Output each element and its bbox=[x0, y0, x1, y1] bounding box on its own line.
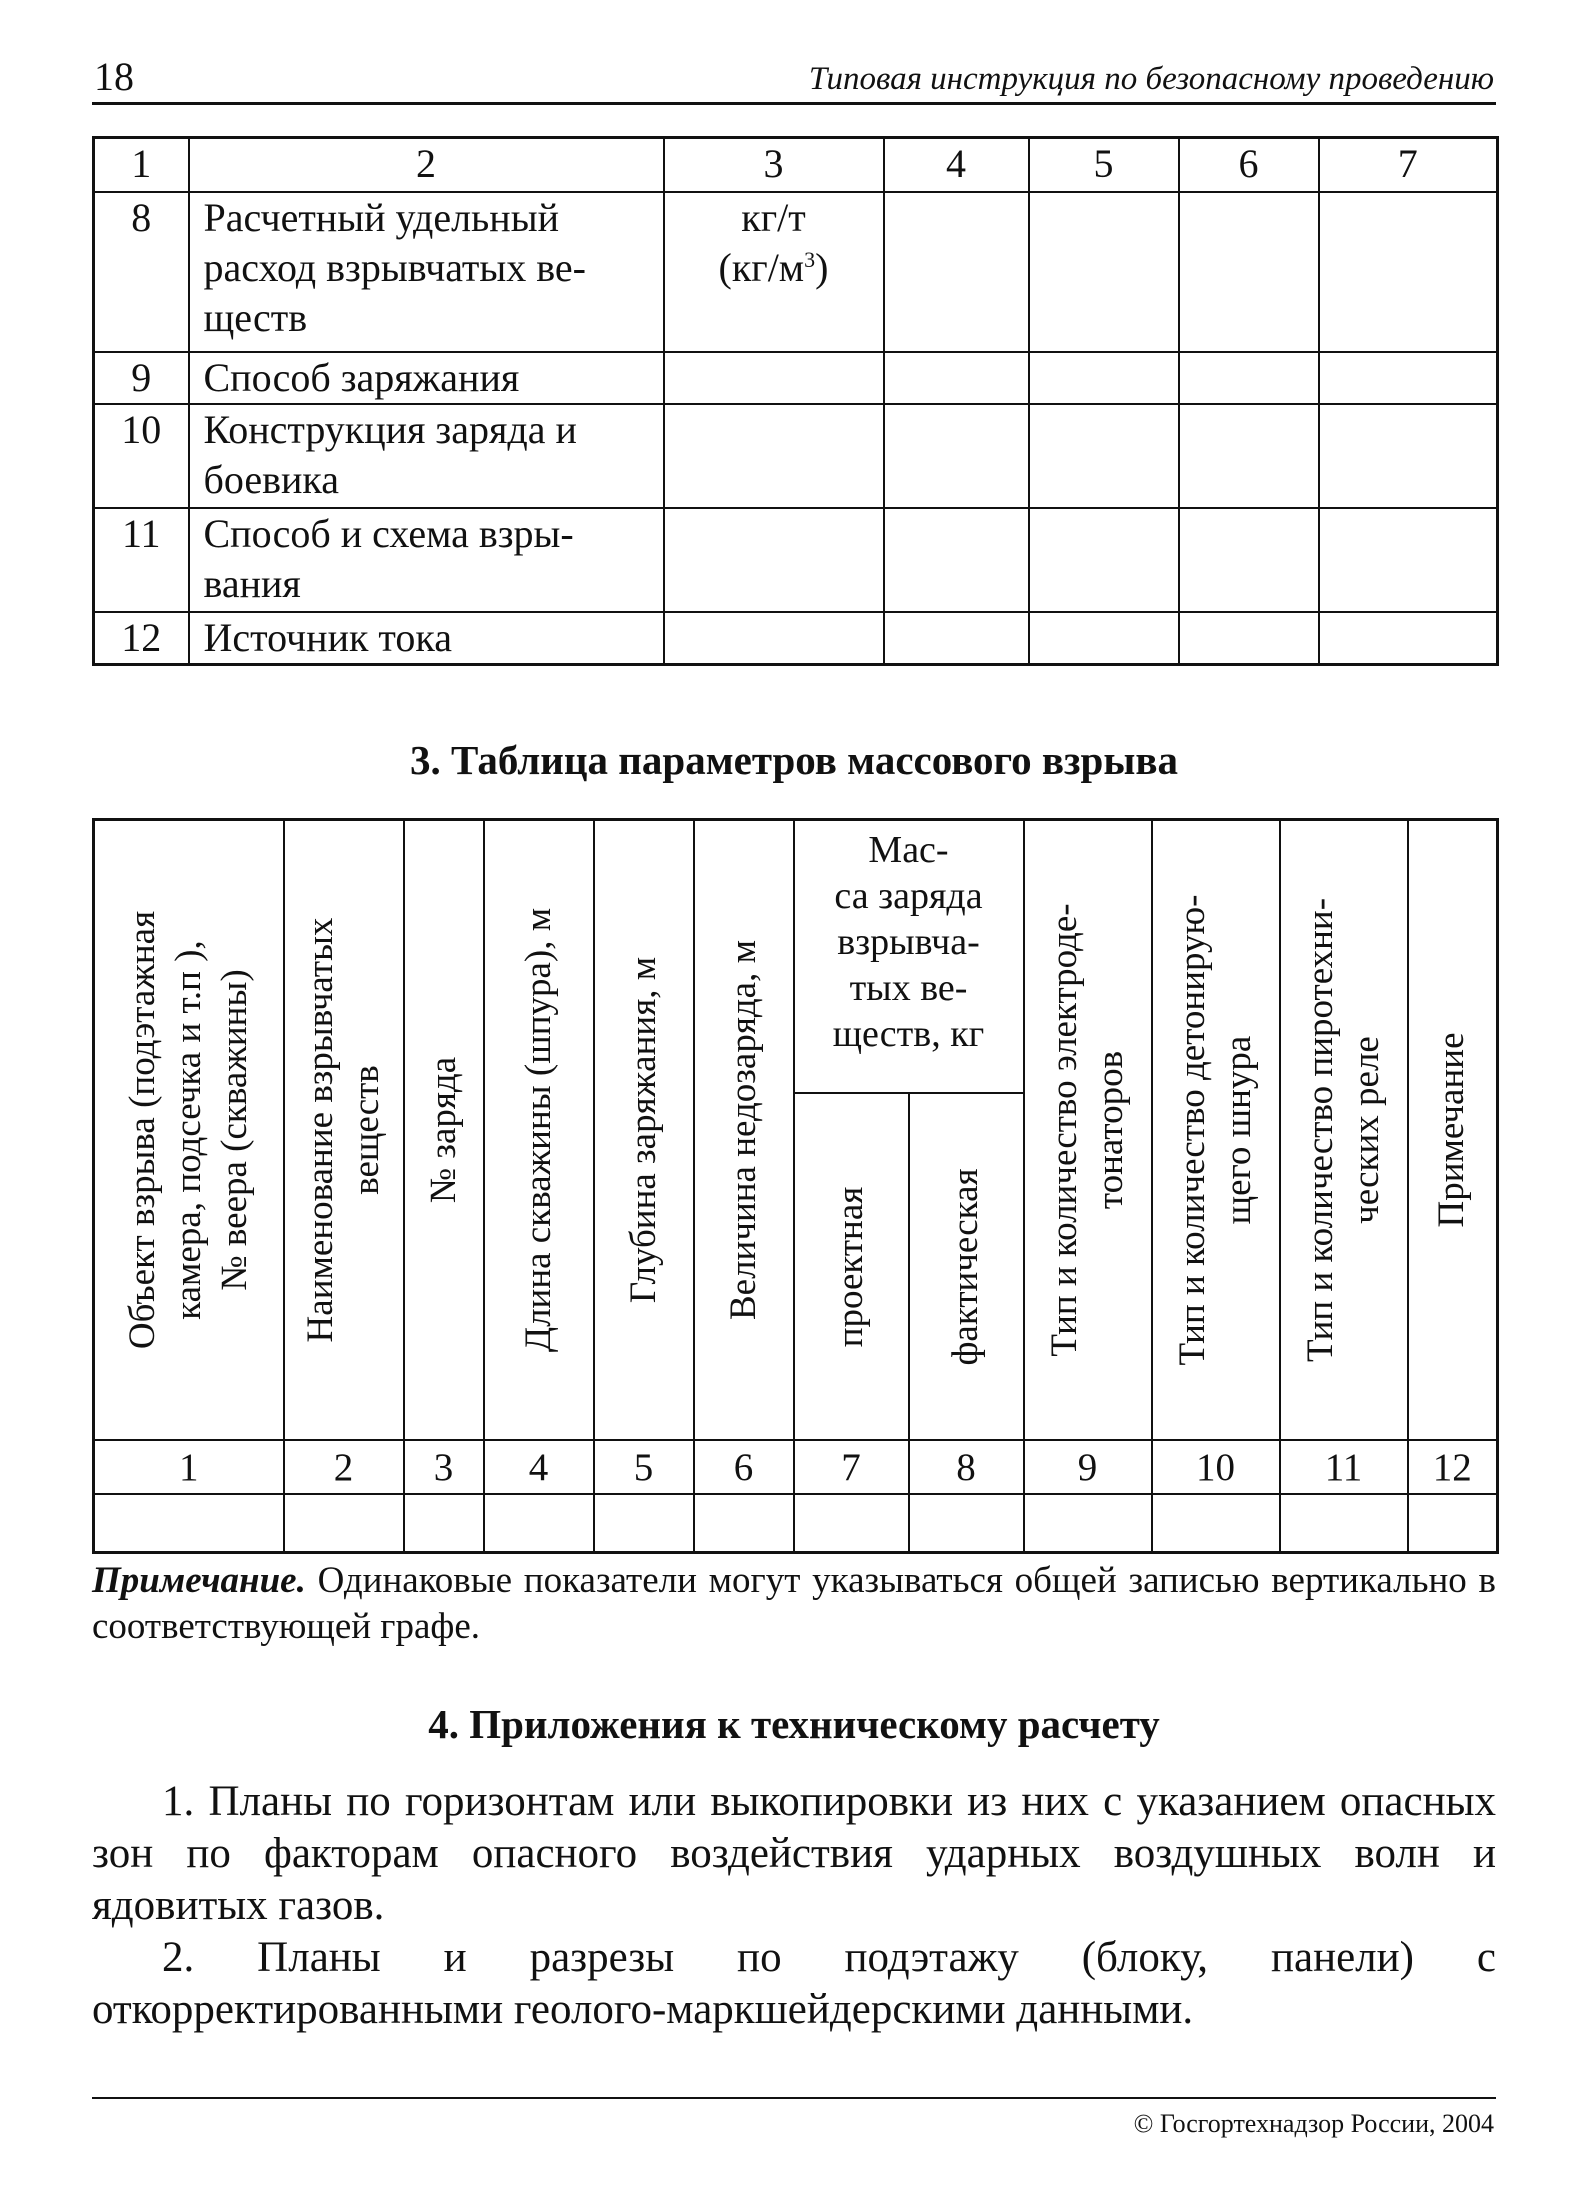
empty-cell bbox=[1319, 508, 1498, 612]
col-number: 5 bbox=[1029, 138, 1179, 193]
empty-cell bbox=[884, 352, 1029, 404]
col-number: 9 bbox=[1024, 1440, 1152, 1494]
row-label bbox=[189, 352, 664, 404]
row-number: 9 bbox=[94, 352, 189, 404]
header-line: Тип и количество детонирую- bbox=[1171, 894, 1213, 1366]
row-number: 11 bbox=[94, 508, 189, 612]
copyright: © Госгортехнадзор России, 2004 bbox=[1133, 2109, 1494, 2138]
row-label-line: вания bbox=[203, 561, 301, 606]
empty-cell bbox=[1152, 1494, 1280, 1553]
col-number: 1 bbox=[94, 138, 189, 193]
table-row bbox=[94, 508, 1498, 612]
row-label-line: Конструкция заряда и bbox=[203, 407, 577, 452]
header-label bbox=[1429, 1033, 1475, 1228]
empty-cell bbox=[664, 508, 884, 612]
col-number: 3 bbox=[664, 138, 884, 193]
col-number: 4 bbox=[884, 138, 1029, 193]
table-row bbox=[94, 192, 1498, 352]
header-line: веществ bbox=[345, 1065, 387, 1195]
page-footer bbox=[92, 2097, 1496, 2138]
col-number: 5 bbox=[594, 1440, 694, 1494]
header-line: щего шнура bbox=[1217, 1035, 1259, 1225]
header-line: Наименование взрывчатых bbox=[299, 917, 341, 1343]
empty-cell bbox=[884, 612, 1029, 665]
header-label bbox=[1042, 903, 1134, 1356]
row-label-line: Расчетный удельный bbox=[203, 195, 559, 240]
col-number: 4 bbox=[484, 1440, 594, 1494]
empty-cell bbox=[1319, 612, 1498, 665]
header-label bbox=[621, 957, 667, 1303]
row-label-line: расход взрывчатых ве- bbox=[203, 245, 586, 290]
empty-cell bbox=[884, 192, 1029, 352]
header-line: проектная bbox=[830, 1186, 871, 1347]
row-unit bbox=[664, 192, 884, 352]
header-line: Объект взрыва (подэтажная bbox=[121, 910, 163, 1350]
header-label bbox=[943, 1168, 989, 1365]
header-line: Мас- bbox=[868, 829, 949, 871]
mass-blast-parameters-table bbox=[92, 818, 1499, 1554]
col-number: 11 bbox=[1280, 1440, 1408, 1494]
header-label bbox=[721, 940, 767, 1320]
page-number: 18 bbox=[94, 54, 134, 99]
row-number: 10 bbox=[94, 404, 189, 508]
empty-cell bbox=[594, 1494, 694, 1553]
paragraph-1: 1. Планы по горизонтам или выкопировки из них с указанием опасных зон по факторам опасного воздействия ударных воздушных волн и ядовитых газов. bbox=[92, 1778, 1496, 1929]
page-header bbox=[92, 54, 1496, 105]
row-number: 12 bbox=[94, 612, 189, 665]
empty-cell bbox=[664, 352, 884, 404]
empty-cell bbox=[1179, 612, 1319, 665]
header-charging-depth bbox=[594, 820, 694, 1441]
empty-cell bbox=[404, 1494, 484, 1553]
calculation-table-continuation bbox=[92, 136, 1499, 666]
paragraph-2: 2. Планы и разрезы по подэтажу (блоку, панели) с откорректированными геолого-маркшейдерскими данными. bbox=[92, 1934, 1496, 2033]
header-label bbox=[1298, 898, 1390, 1362]
row-number: 8 bbox=[94, 192, 189, 352]
col-number: 8 bbox=[909, 1440, 1024, 1494]
empty-cell bbox=[284, 1494, 404, 1553]
header-line: взрывча- bbox=[837, 921, 980, 963]
row-label bbox=[189, 612, 664, 665]
header-detonating-cord bbox=[1152, 820, 1280, 1441]
empty-cell bbox=[1179, 404, 1319, 508]
row-label-line: Способ заряжания bbox=[203, 355, 520, 400]
header-line: са заряда bbox=[834, 875, 983, 917]
row-label-line: Способ и схема взры- bbox=[203, 511, 574, 556]
col-number: 12 bbox=[1408, 1440, 1498, 1494]
section-3-title: 3. Таблица параметров массового взрыва bbox=[410, 737, 1178, 783]
row-label-line: Источник тока bbox=[203, 615, 452, 660]
note-text: Одинаковые показатели могут указываться общей записью вертикально в соответствующей графе. bbox=[92, 1560, 1496, 1647]
empty-cell bbox=[1179, 192, 1319, 352]
header-row bbox=[94, 820, 1498, 1094]
header-line: № заряда bbox=[422, 1056, 464, 1204]
col-number: 6 bbox=[694, 1440, 794, 1494]
col-number: 10 bbox=[1152, 1440, 1280, 1494]
empty-cell bbox=[1319, 404, 1498, 508]
note-lead: Примечание. bbox=[92, 1560, 306, 1601]
row-label-line: боевика bbox=[203, 457, 339, 502]
section-4-title: 4. Приложения к техническому расчету bbox=[428, 1701, 1160, 1747]
header-charge-mass bbox=[794, 820, 1024, 1094]
header-pyrotechnic-relays bbox=[1280, 820, 1408, 1441]
header-charge-number bbox=[404, 820, 484, 1441]
running-title: Типовая инструкция по безопасному проведению bbox=[808, 61, 1494, 97]
empty-cell bbox=[1179, 508, 1319, 612]
empty-data-row bbox=[94, 1494, 1498, 1553]
header-line: тонаторов bbox=[1089, 1050, 1131, 1210]
col-number: 2 bbox=[284, 1440, 404, 1494]
header-line: Величина недозаряда, м bbox=[722, 939, 764, 1321]
header-line: Длина скважины (шпура), м bbox=[517, 907, 559, 1353]
row-label bbox=[189, 192, 664, 352]
header-line: ческих реле bbox=[1345, 1036, 1387, 1224]
empty-cell bbox=[1029, 404, 1179, 508]
header-detonators bbox=[1024, 820, 1152, 1441]
col-number: 7 bbox=[794, 1440, 909, 1494]
header-line: Тип и количество электроде- bbox=[1043, 903, 1085, 1357]
table-row bbox=[94, 612, 1498, 665]
header-label bbox=[516, 908, 562, 1352]
empty-cell bbox=[1179, 352, 1319, 404]
header-note bbox=[1408, 820, 1498, 1441]
col-number: 3 bbox=[404, 1440, 484, 1494]
header-label bbox=[298, 918, 390, 1343]
header-line: тых ве- bbox=[849, 967, 968, 1009]
col-number: 6 bbox=[1179, 138, 1319, 193]
empty-cell bbox=[664, 404, 884, 508]
table-row bbox=[94, 404, 1498, 508]
header-label bbox=[1170, 895, 1262, 1366]
header-line: ществ, кг bbox=[832, 1013, 985, 1055]
empty-cell bbox=[1280, 1494, 1408, 1553]
empty-cell bbox=[1319, 192, 1498, 352]
column-number-row bbox=[94, 138, 1498, 193]
empty-cell bbox=[884, 508, 1029, 612]
header-line: Глубина заряжания, м bbox=[622, 956, 664, 1304]
header-undercharge bbox=[694, 820, 794, 1441]
table-note bbox=[92, 1558, 1496, 1650]
header-design-mass bbox=[794, 1093, 909, 1440]
header-line: камера, подсечка и т.п ), bbox=[167, 940, 209, 1320]
empty-cell bbox=[884, 404, 1029, 508]
unit-line bbox=[665, 243, 883, 293]
row-label bbox=[189, 404, 664, 508]
header-line: Тип и количество пиротехни- bbox=[1299, 897, 1341, 1363]
table-row bbox=[94, 352, 1498, 404]
empty-cell bbox=[1029, 192, 1179, 352]
col-number: 7 bbox=[1319, 138, 1498, 193]
empty-cell bbox=[694, 1494, 794, 1553]
empty-cell bbox=[1024, 1494, 1152, 1553]
header-line: Примечание bbox=[1431, 1032, 1473, 1228]
col-number: 1 bbox=[94, 1440, 284, 1494]
col-number: 2 bbox=[189, 138, 664, 193]
empty-cell bbox=[1029, 612, 1179, 665]
empty-cell bbox=[94, 1494, 284, 1553]
row-label bbox=[189, 508, 664, 612]
unit-superscript: 3 bbox=[804, 247, 816, 272]
header-borehole-length bbox=[484, 820, 594, 1441]
empty-cell bbox=[484, 1494, 594, 1553]
header-label bbox=[120, 911, 258, 1349]
header-label bbox=[828, 1186, 874, 1347]
header-explosive-name bbox=[284, 820, 404, 1441]
header-line: фактическая bbox=[945, 1167, 986, 1366]
row-label-line: ществ bbox=[203, 295, 308, 340]
empty-cell bbox=[1319, 352, 1498, 404]
unit-text: ) bbox=[815, 245, 829, 290]
empty-cell bbox=[1029, 508, 1179, 612]
unit-line: кг/т bbox=[741, 195, 806, 240]
empty-cell bbox=[1029, 352, 1179, 404]
column-number-row bbox=[94, 1440, 1498, 1494]
empty-cell bbox=[909, 1494, 1024, 1553]
empty-cell bbox=[664, 612, 884, 665]
header-label bbox=[421, 1057, 467, 1203]
unit-text: (кг/м bbox=[718, 245, 805, 290]
empty-cell bbox=[1408, 1494, 1498, 1553]
empty-cell bbox=[794, 1494, 909, 1553]
header-actual-mass bbox=[909, 1093, 1024, 1440]
header-object bbox=[94, 820, 284, 1441]
header-line: № веера (скважины) bbox=[213, 969, 255, 1291]
